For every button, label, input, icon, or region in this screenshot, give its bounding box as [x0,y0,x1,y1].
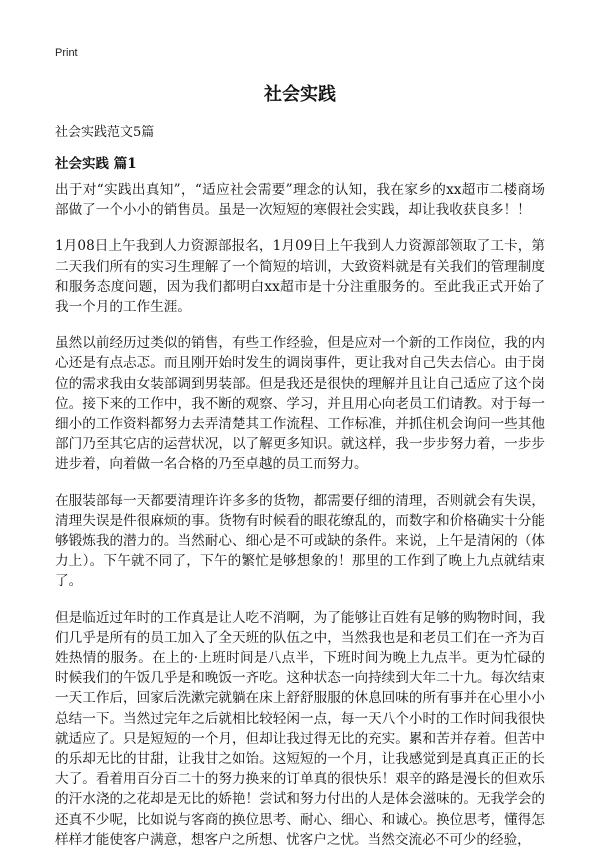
section-heading: 社会实践 篇1 [55,156,137,172]
document-body [55,180,545,866]
paragraph: 出于对“实践出真知”，“适应社会需要”理念的认知，我在家乡的xx超市二楼商场部做了一个小小的销售员。虽是一次短短的寒假社会实践，却让我收获良多！！ [55,182,545,219]
document-title: 社会实践 [264,84,336,105]
paragraph: 虽然以前经历过类似的销售，有些工作经验，但是应对一个新的工作岗位，我的内心还是有点忐忑。而且刚开始时发生的调岗事件，更让我对自己失去信心。由于岗位的需求我由女装部调到男装部。但是我还是很快的理解并且让自己适应了这个岗位。接下来的工作中，我不断的观察、学习，并且用心向老员工们请教。对于每一细小的工作资料都努力去弄清楚其工作流程、工作标准，并抓住机会询问一些其他部门乃至其它店的运营状况，以了解更多知识。就这样，我一步步努力着，一步步进步着，向着做一名合格的乃至卓越的员工而努力。 [55,335,545,473]
paragraph: 但是临近过年时的工作真是让人吃不消啊，为了能够让百姓有足够的购物时间，我们几乎是所有的员工加入了全天班的队伍之中，当然我也是和老员工们在一齐为百姓热情的服务。在上的·上班时间是八点半，下班时间为晚上九点半。更为忙碌的时候我们的午饭几乎是和晚饭一齐吃。这种状态一向持续到大年二十九。每次结束一天工作后，回家后洗漱完就躺在床上舒舒服服的休息回味的所有事并在心里小小总结一下。当然过完年之后就相比较轻闲一点，每一天八个小时的工作时间我很快就适应了。只是短短的一个月，但却让我过得无比的充实。累和苦并存着。但苦中的乐却无比的甘甜，让我甘之如饴。这短短的一个月，让我感觉到是真真正正的长大了。看着用百分百二十的努力换来的订单真的很快乐！艰辛的路是漫长的但欢乐的汗水浇的之花却是无比的娇艳！尝试和努力付出的人是体会滋味的。无我学会的还真不少呢，比如说与客商的换位思考、耐心、细心、和诚心。换位思考，懂得怎样样才能使客户满意，想客户之所想、忧客户之忧。当然交流必不可少的经验， [55,609,545,848]
paragraph: 在服装部每一天都要清理许许多多的货物，都需要仔细的清理，否则就会有失误，清理失误是件很麻烦的事。货物有时候看的眼花缭乱的，而数字和价格确实十分能够锻炼我的潜力的。当然耐心、细心是不可或缺的条件。来说，上午是清闲的（体力上）。下午就不同了，下午的繁忙是够想象的！那里的工作到了晚上九点就结束了。 [55,492,545,590]
paragraph: 1月08日上午我到人力资源部报名，1月09日上午我到人力资源部领取了工卡，第二天我们所有的实习生理解了一个简短的培训，大致资料就是有关我们的管理制度和服务态度问题，因为我们都明白xx超市是十分注重服务的。至此我正式开始了我一个月的工作生涯。 [55,238,545,316]
document-subtitle: 社会实践范文5篇 [55,125,155,140]
print-link[interactable]: Print [55,47,78,59]
